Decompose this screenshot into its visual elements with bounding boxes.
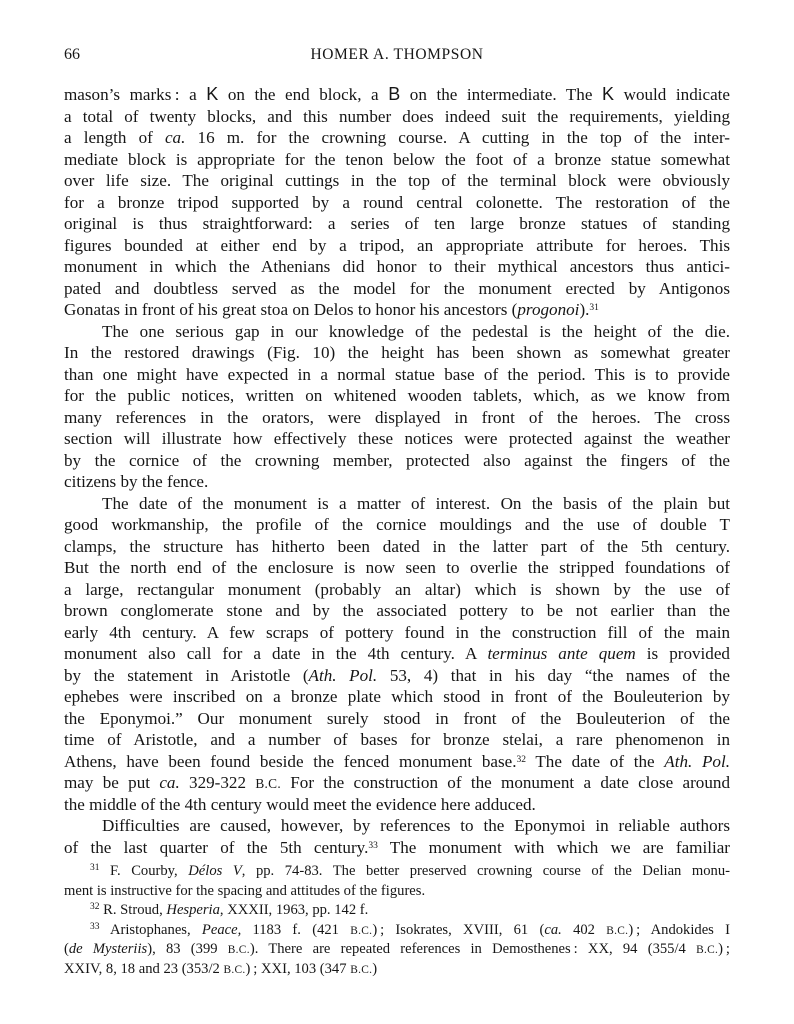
text-line: for the public notices, written on whitened wooden tablets, which, as we know from: [64, 386, 730, 405]
text-line: over life size. The original cuttings in the top of the terminal block were obviously: [64, 171, 730, 190]
text-line: Athens, have been found beside the fenced monument base.$^{32}$ The date of the Ath. Pol.: [64, 751, 730, 771]
text-line: The date of the monument is a matter of interest. On the basis of the plain but: [102, 493, 730, 513]
footnote-ref-32: 32: [516, 754, 526, 765]
footnotes: [64, 862, 730, 979]
text-line: mason’s marks : a K on the end block, a B on the intermediate. The K would indicate: [64, 84, 730, 104]
page-number: 66: [64, 46, 80, 63]
text-line: The one serious gap in our knowledge of the pedestal is the height of the die.: [102, 321, 730, 341]
text-line: early 4th century. A few scraps of pottery found in the construction fill of the main: [64, 622, 730, 642]
text-line: many references in the orators, were displayed in front of the heroes. The cross: [64, 407, 730, 427]
footnote-33: $^{33}$ Aristophanes, Peace, 1183 f. (421 B.C.) ; Isokrates, XVIII, 61 (ca. 402 B.C.) ; Andokides I: [90, 921, 730, 938]
text-line: time of Aristotle, and a number of bases for bronze stelai, a rare phenomenon in: [64, 730, 730, 749]
text-line: may be put ca. 329-322 B.C. For the construction of the monument a date close around: [64, 773, 730, 792]
main-text: [64, 84, 730, 858]
text-line: a length of ca. 16 m. for the crowning course. A cutting in the top of the inter-: [64, 128, 730, 147]
text-line: In the restored drawings (Fig. 10) the height has been shown as somewhat greater: [64, 343, 730, 362]
footnote-31-cont: ment is instructive for the spacing and attitudes of the figures.: [64, 882, 426, 899]
footnote-ref-31: 31: [589, 302, 599, 313]
text-line: a total of twenty blocks, and this number does indeed suit the requirements, yielding: [64, 106, 730, 126]
text-line: the Eponymoi.” Our monument surely stood in front of the Bouleuterion of the: [64, 708, 730, 728]
footnote-ref-33: 33: [368, 840, 378, 851]
text-line: Gonatas in front of his great stoa on Delos to honor his ancestors (progonoi).$^{31}$: [64, 300, 599, 319]
text-line: pated and doubtless served as the model for the monument erected by Antigonos: [64, 278, 730, 298]
text-line: monument in which the Athenians did honor to their mythical ancestors thus antici-: [64, 257, 730, 276]
text-line: good workmanship, the profile of the cornice mouldings and the use of double T: [64, 515, 730, 534]
text-line: Difficulties are caused, however, by references to the Eponymoi in reliable authors: [102, 816, 730, 835]
text-line: mediate block is appropriate for the tenon below the foot of a bronze statue somewhat: [64, 149, 730, 169]
mason-mark-b: B: [388, 84, 401, 104]
text-line: of the last quarter of the 5th century.$^{33}$ The monument with which we are familiar: [64, 837, 730, 857]
mason-mark-k: K: [602, 84, 615, 104]
running-title: HOMER A. THOMPSON: [310, 46, 484, 63]
text-line: the middle of the 4th century would meet the evidence here adduced.: [64, 794, 536, 814]
text-line: by the cornice of the crowning member, protected also against the fingers of the: [64, 450, 730, 470]
text-line: monument also call for a date in the 4th century. A terminus ante quem is provided: [64, 644, 730, 663]
footnote-32: $^{32}$ R. Stroud, Hesperia, XXXII, 1963, pp. 142 f.: [90, 901, 369, 918]
mason-mark-k: K: [206, 84, 219, 104]
text-line: original is thus straightforward: a series of ten large bronze statues of standing: [64, 214, 730, 233]
footnote-33-cont: (de Mysteriis), 83 (399 B.C.). There are repeated references in Demosthenes : XX, 94 (355/4 B.C.) ;: [64, 941, 730, 957]
text-line: for a bronze tripod supported by a round central colonette. The restoration of the: [64, 192, 730, 212]
footnote-31: $^{31}$ F. Courby, Délos V, pp. 74-83. The better preserved crowning course of the Delian monu-: [90, 862, 730, 879]
text-line: clamps, the structure has hitherto been dated in the latter part of the 5th century.: [64, 536, 730, 556]
text-line: by the statement in Aristotle (Ath. Pol. 53, 4) that in his day “the names of the: [64, 665, 730, 685]
text-line: than one might have expected in a normal statue base of the period. This is to provide: [64, 364, 730, 384]
running-header: [64, 46, 730, 70]
text-line: brown conglomerate stone and by the associated pottery to be not earlier than the: [64, 601, 730, 620]
text-line: ephebes were inscribed on a bronze plate which stood in front of the Bouleuterion by: [64, 687, 730, 706]
text-line: But the north end of the enclosure is now seen to overlie the stripped foundations of: [64, 558, 730, 577]
text-line: section will illustrate how effectively these notices were protected against the weather: [64, 429, 730, 448]
text-line: a large, rectangular monument (probably an altar) which is shown by the use of: [64, 579, 730, 599]
text-line: citizens by the fence.: [64, 472, 209, 491]
text-line: figures bounded at either end by a tripod, an appropriate attribute for heroes. This: [64, 235, 730, 255]
footnote-33-cont: XXIV, 8, 18 and 23 (353/2 B.C.) ; XXI, 103 (347 B.C.): [64, 960, 378, 977]
